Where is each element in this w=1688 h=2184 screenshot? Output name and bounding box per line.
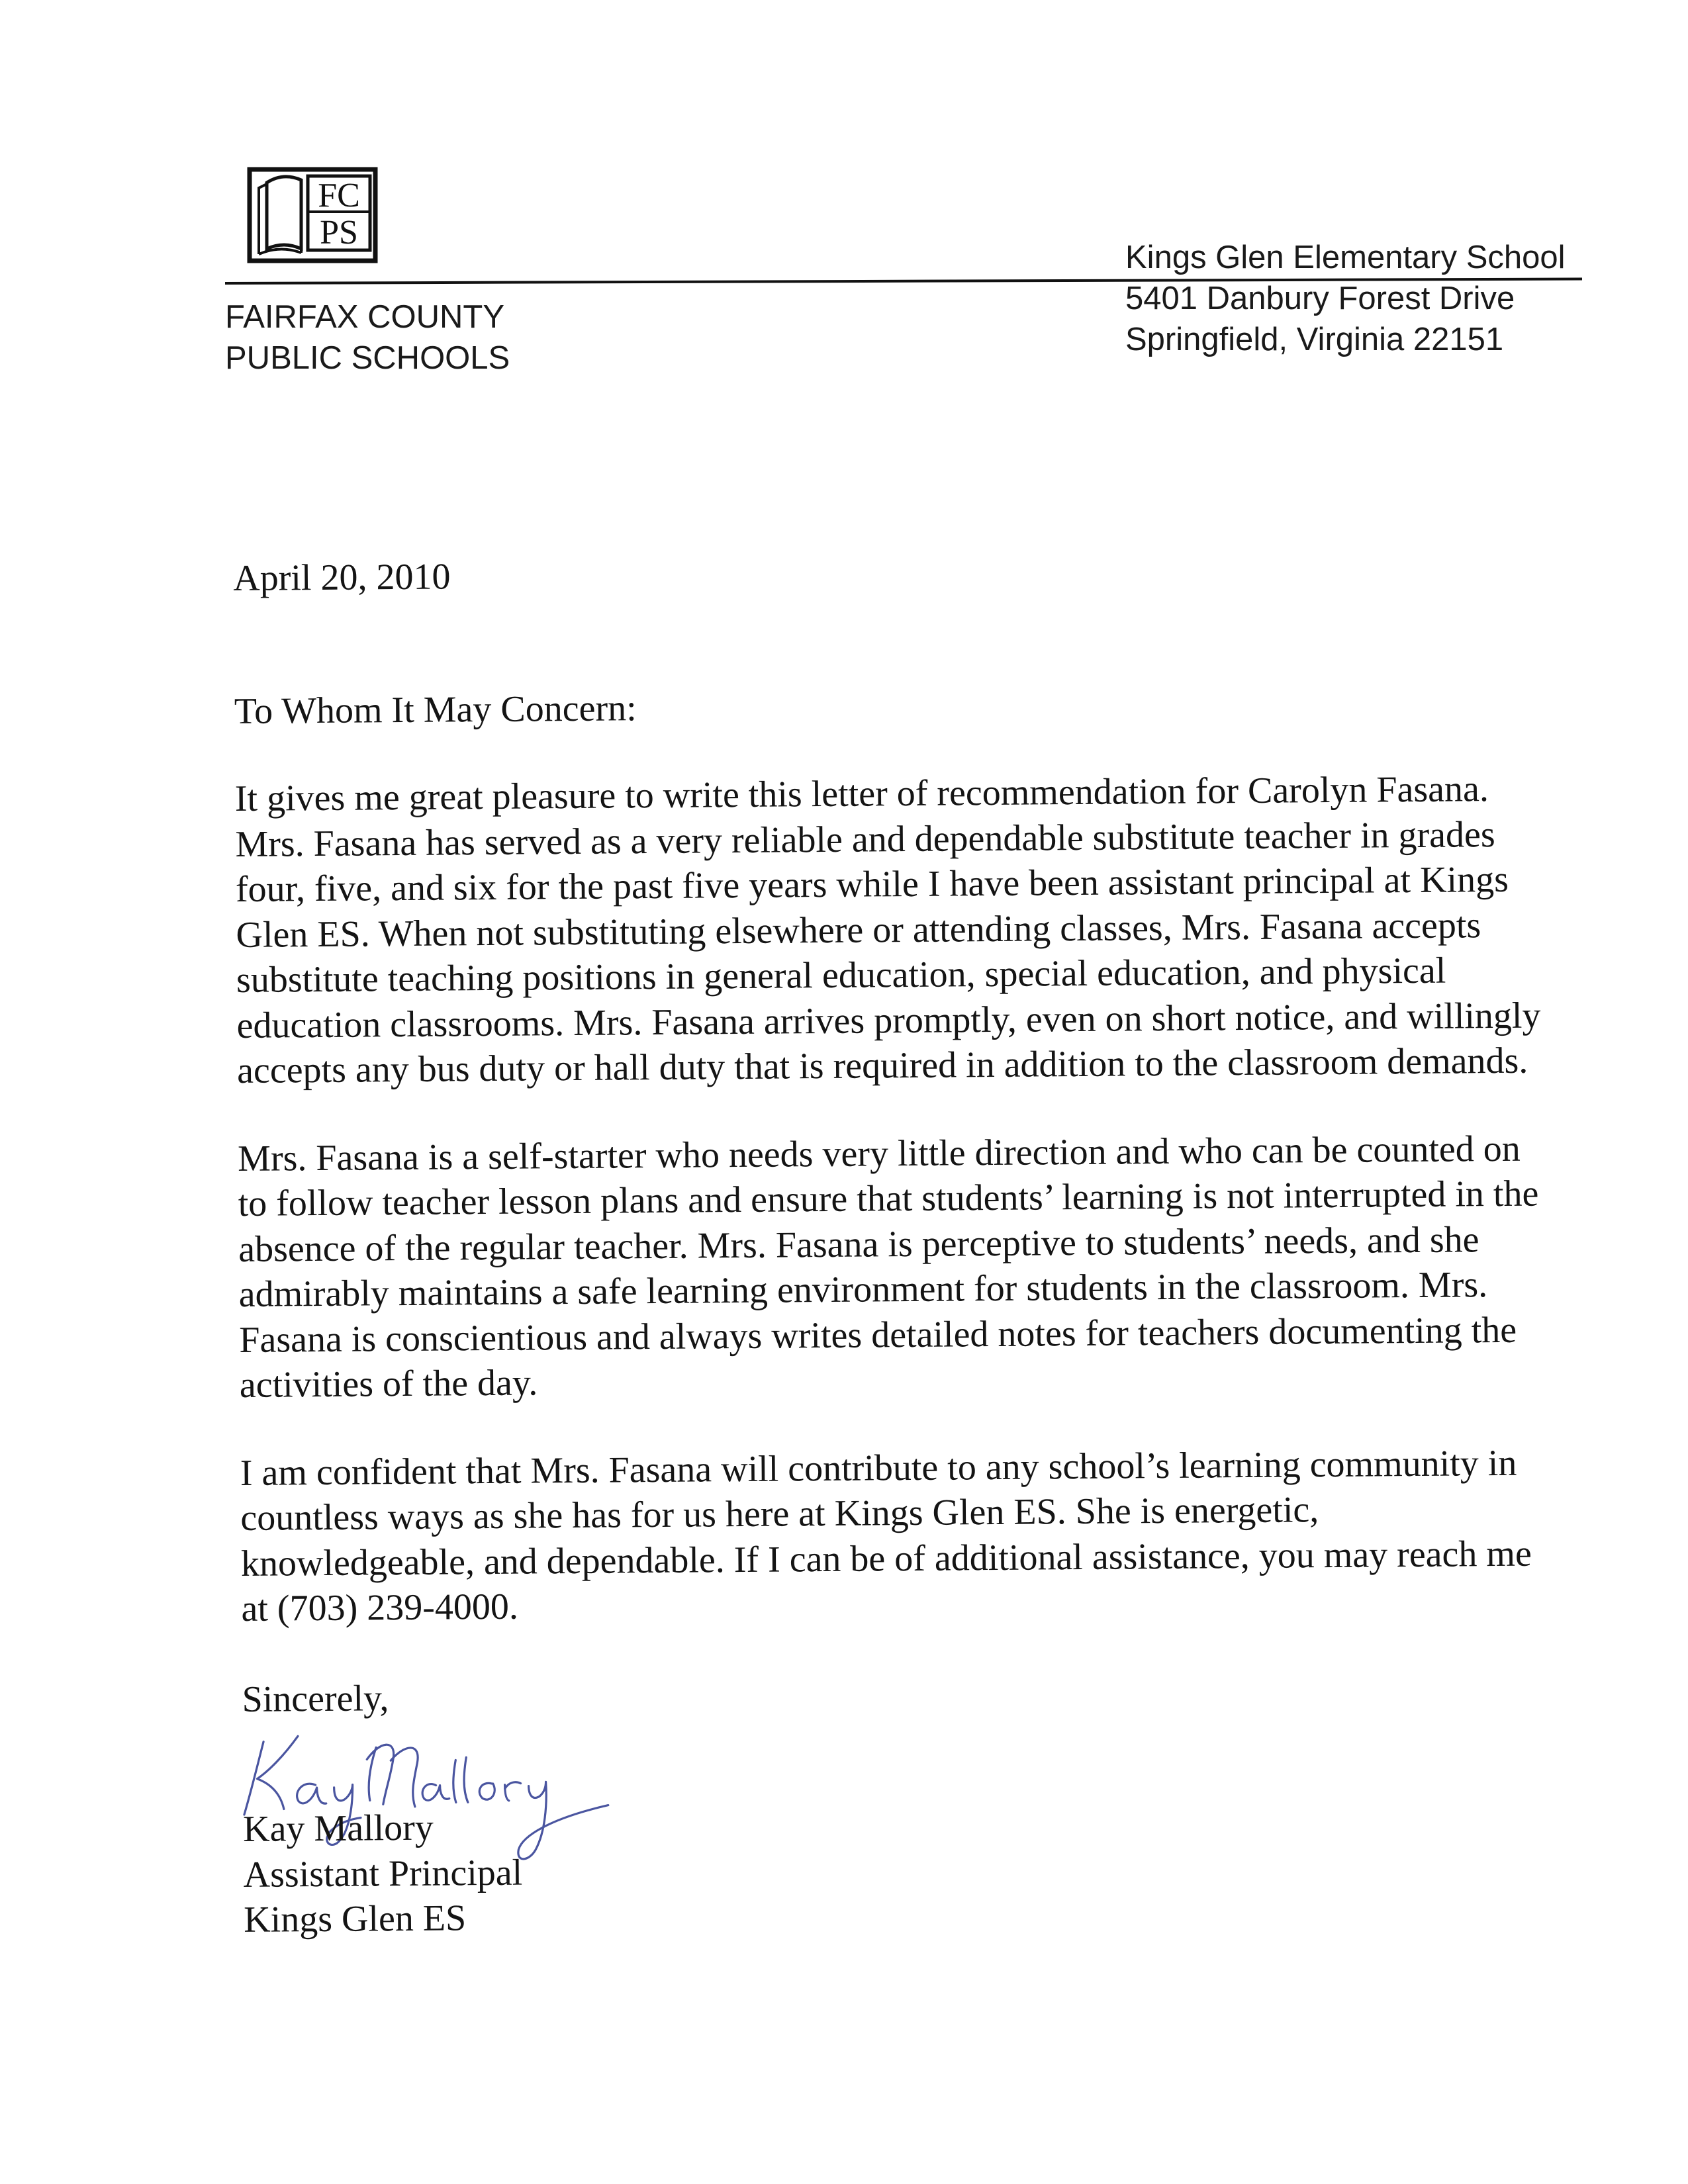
letter-body (233, 545, 1601, 1943)
paragraph-line: countless ways as she has for us here at Kings Glen ES. She is energetic, (240, 1489, 1319, 1539)
paragraph-1 (235, 766, 1595, 1094)
organization-name (225, 296, 510, 379)
salutation: To Whom It May Concern: (234, 687, 637, 732)
address-line-1: 5401 Danbury Forest Drive (1125, 281, 1515, 316)
paragraph-line: It gives me great pleasure to write this letter of recommendation for Carolyn Fasana. (234, 768, 1489, 819)
school-name: Kings Glen Elementary School (1125, 240, 1566, 275)
paragraph-line: Mrs. Fasana has served as a very reliable and dependable substitute teacher in grades (235, 813, 1495, 865)
paragraph-line: admirably maintains a safe learning environment for students in the classroom. Mrs. (238, 1264, 1488, 1315)
paragraph-line: to follow teacher lesson plans and ensure that students’ learning is not interrupted in the (238, 1173, 1539, 1224)
paragraph-3 (240, 1439, 1599, 1631)
paragraph-line: Mrs. Fasana is a self-starter who needs very little direction and who can be counted on (237, 1128, 1521, 1179)
paragraph-line: I am confident that Mrs. Fasana will contribute to any school’s learning community in (240, 1442, 1517, 1494)
org-line-1: FAIRFAX COUNTY (225, 299, 505, 335)
letter-date: April 20, 2010 (233, 556, 451, 599)
paragraph-line: education classrooms. Mrs. Fasana arrives promptly, even on short notice, and willingly (236, 995, 1541, 1046)
signer-school: Kings Glen ES (243, 1897, 467, 1940)
paragraph-line: activities of the day. (239, 1362, 538, 1406)
svg-text:PS: PS (320, 214, 358, 251)
closing: Sincerely, (242, 1677, 389, 1720)
paragraph-line: accepts any bus duty or hall duty that is required in addition to the classroom demands. (236, 1040, 1528, 1091)
paragraph-line: substitute teaching positions in general education, special education, and physical (236, 950, 1446, 1001)
signer-block (243, 1796, 1601, 1943)
org-line-2: PUBLIC SCHOOLS (225, 340, 510, 376)
address-line-2: Springfield, Virginia 22151 (1125, 322, 1504, 357)
signature-area (242, 1711, 1600, 1807)
paragraph-line: Glen ES. When not substituting elsewhere or attending classes, Mrs. Fasana accepts (236, 904, 1481, 956)
fcps-book-logo-icon (247, 164, 379, 265)
paragraph-line: at (703) 239-4000. (241, 1586, 519, 1629)
signer-name: Kay Mallory (242, 1807, 434, 1850)
paragraph-line: absence of the regular teacher. Mrs. Fasana is perceptive to students’ needs, and she (238, 1218, 1479, 1270)
signer-title: Assistant Principal (243, 1852, 523, 1895)
paragraph-line: four, five, and six for the past five years while I have been assistant principal at Kings (235, 858, 1509, 910)
paragraph-line: Fasana is conscientious and always writes detailed notes for teachers documenting the (239, 1309, 1517, 1361)
school-address-block (1125, 237, 1566, 360)
paragraph-line: knowledgeable, and dependable. If I can be of additional assistance, you may reach me (240, 1533, 1532, 1584)
paragraph-2 (238, 1125, 1597, 1408)
svg-text:FC: FC (318, 177, 360, 214)
